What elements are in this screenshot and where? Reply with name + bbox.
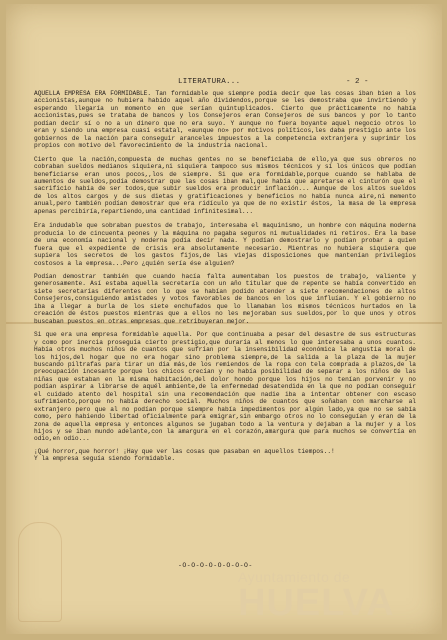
document-body (34, 90, 416, 463)
faded-seal-stamp (18, 522, 62, 622)
document-page (6, 4, 442, 634)
section-divider: -O-O-O-O-O-O-O-O- (178, 562, 253, 569)
paragraph-4: Podían demostrar también que cuando hacía falta aumentaban los puestos de trabajo, valiente y generosamente. Así estaba aquella secretaría con un año titular que de repente se había convertido en siete secretarías diferentes con lo que se habían podido atender a siete recomendaciones de altos Consejeros,consiguiendo amistades y votos favorables de bancos en los que influían. Y el gobierno no iba a llegar a burla de los siete enchufados que lo llamaban los mismos técnicos hurtados en la creación de éstos puestos mientras que a ellos no les mejoraban sus sueldos,por lo que unos y otros buscaban puestos en otras empresas que retribuyeran mejor. (34, 272, 416, 325)
page-number: - 2 - (346, 78, 369, 86)
paragraph-3: Era indudable que sobraban puestos de trabajo, interesaba el maquinismo, un hombre con máquina moderna producía lo de cincuenta peones y la máquina no pagaba seguros ni mutualidades ni retiros. Era la base de una economía nacional y moderna podía decir nada. Y podían demostrarlo y podían probar a quien fuera que el expediente de crisis era absolutamente necesario. Mientras no hubiera siquiera que supiera los secretos de los gastos fijos,de las viejas disposiciones que mantenían privilegios costosos a la empresa...Pero ¿quién sería ése alguien? (34, 222, 416, 267)
watermark-line-2: HUELVA (238, 582, 395, 624)
page-header (6, 78, 442, 88)
paragraph-2: Cierto que la nación,compuesta de muchas gentes no se beneficiaba de ello,ya que sus obreros no cobraban sueldos medianos siquiera,ni siquiera tampoco sus mismos técnicos y sí los únicos que podían beneficiarse eran unos pocos,,los de siempre. Si que era formidable,porque cuando se hablaba de aumentos de sueldos,podía demostrar que las cosas iban mal,que había que apretarse el cinturón que el sacrificio había de ser todos,que subir sueldos era producir inflación... Aunque de los altos sueldos de los altos cargos y de sus dietas y gratificaciones y beneficios no había nunca aire,ni memento anual,pero también podían demostrar que era ridículo ya que de no existir éstos, la masa de la empresa apenas percibiría,repartiendo,una cantidad infinitesimal... (34, 155, 416, 215)
section-title: LITERATURA... (178, 78, 241, 86)
paragraph-1: AQUELLA EMPRESA ERA FORMIDABLE. Tan formidable que siempre podía decir que las cosas iban bien a los accionistas,aunque no hubiera habido aquel año dividendos,porque se les demostraba que invirtiendo y esperando llegaría un momento en que serían quintuplicados. Cierto que prácticamente no había accionistas,pues se trataba de bancos y los Consejeros eran Consejeros de sus bancos y por lo tanto podían decir sí o no a un dinero que no era suyo. Y aunque no fuera boyante aquel negocio otros lo eran y siendo una empresa cuasi estatal, «aunque no» por motivos políticos,les daba prestigio ante los gobiernos de la nación para conseguir aranceles impuestos a la competencia extranjera y suprimir los propios con motivo del favorecimiento de la industria nacional. (34, 90, 416, 150)
watermark-line-1: Ayuntamiento de (238, 569, 351, 585)
closing-line-1: ¡Qué horror,que horror! ¡Hay que ver las cosas que pasaban en aquellos tiempos..! (34, 447, 335, 455)
closing-line-2: Y la empresa seguía siendo formidable. (34, 455, 176, 463)
archive-watermark (238, 570, 395, 622)
paragraph-5: Si que era una empresa formidable aquella. Por que continuaba a pesar del desastre de sus estructuras y como por inercia proseguía cierto prestigio,que duraría al menos lo que interesaba a unos cuantos. Había otros muchos niños de cuantos que sufrían por la insensibilidad económica la angustia moral de los hijos,del hogar que no era hogar sino problema siempre,de la salida a la plaza de la mujer buscando piltrafas para tirar un día más,de los remiendos de la ropa con tela comprada a plazos,de la preocupación incesante porque los chicos crecían y no había posibilidad de separar a los niños de las niñas que estaban en la misma habitación,del dolor hondo porque los hijos no tenían porvenir y no podían aspirar a librarse de aquél ambiente,de la enfermedad desatendida en la que no podían conseguir el cuidado atento del hospital sin una recomendación que nadie iba a intentar obtener con escaso sufrimiento,porque no había derecho social. Muchos niños de cuantos que soñaban con marcharse al extranjero pero que al no podían porque siempre había impedimentos por algún lado,ya que no se sabía como, pero habiendo libertad oficialmente para emigrar,sin embargo otros no lo conseguían y eran de la zona de aquella empresa y entonces algunos se jugaban todo a la ventura y dejaban a la mujer y a los hijos y se iban mundo adelante,con la amargura en el corazón,amargura que para muchos se convertía en odio,en odio... (34, 331, 416, 443)
closing-lines (34, 448, 416, 463)
